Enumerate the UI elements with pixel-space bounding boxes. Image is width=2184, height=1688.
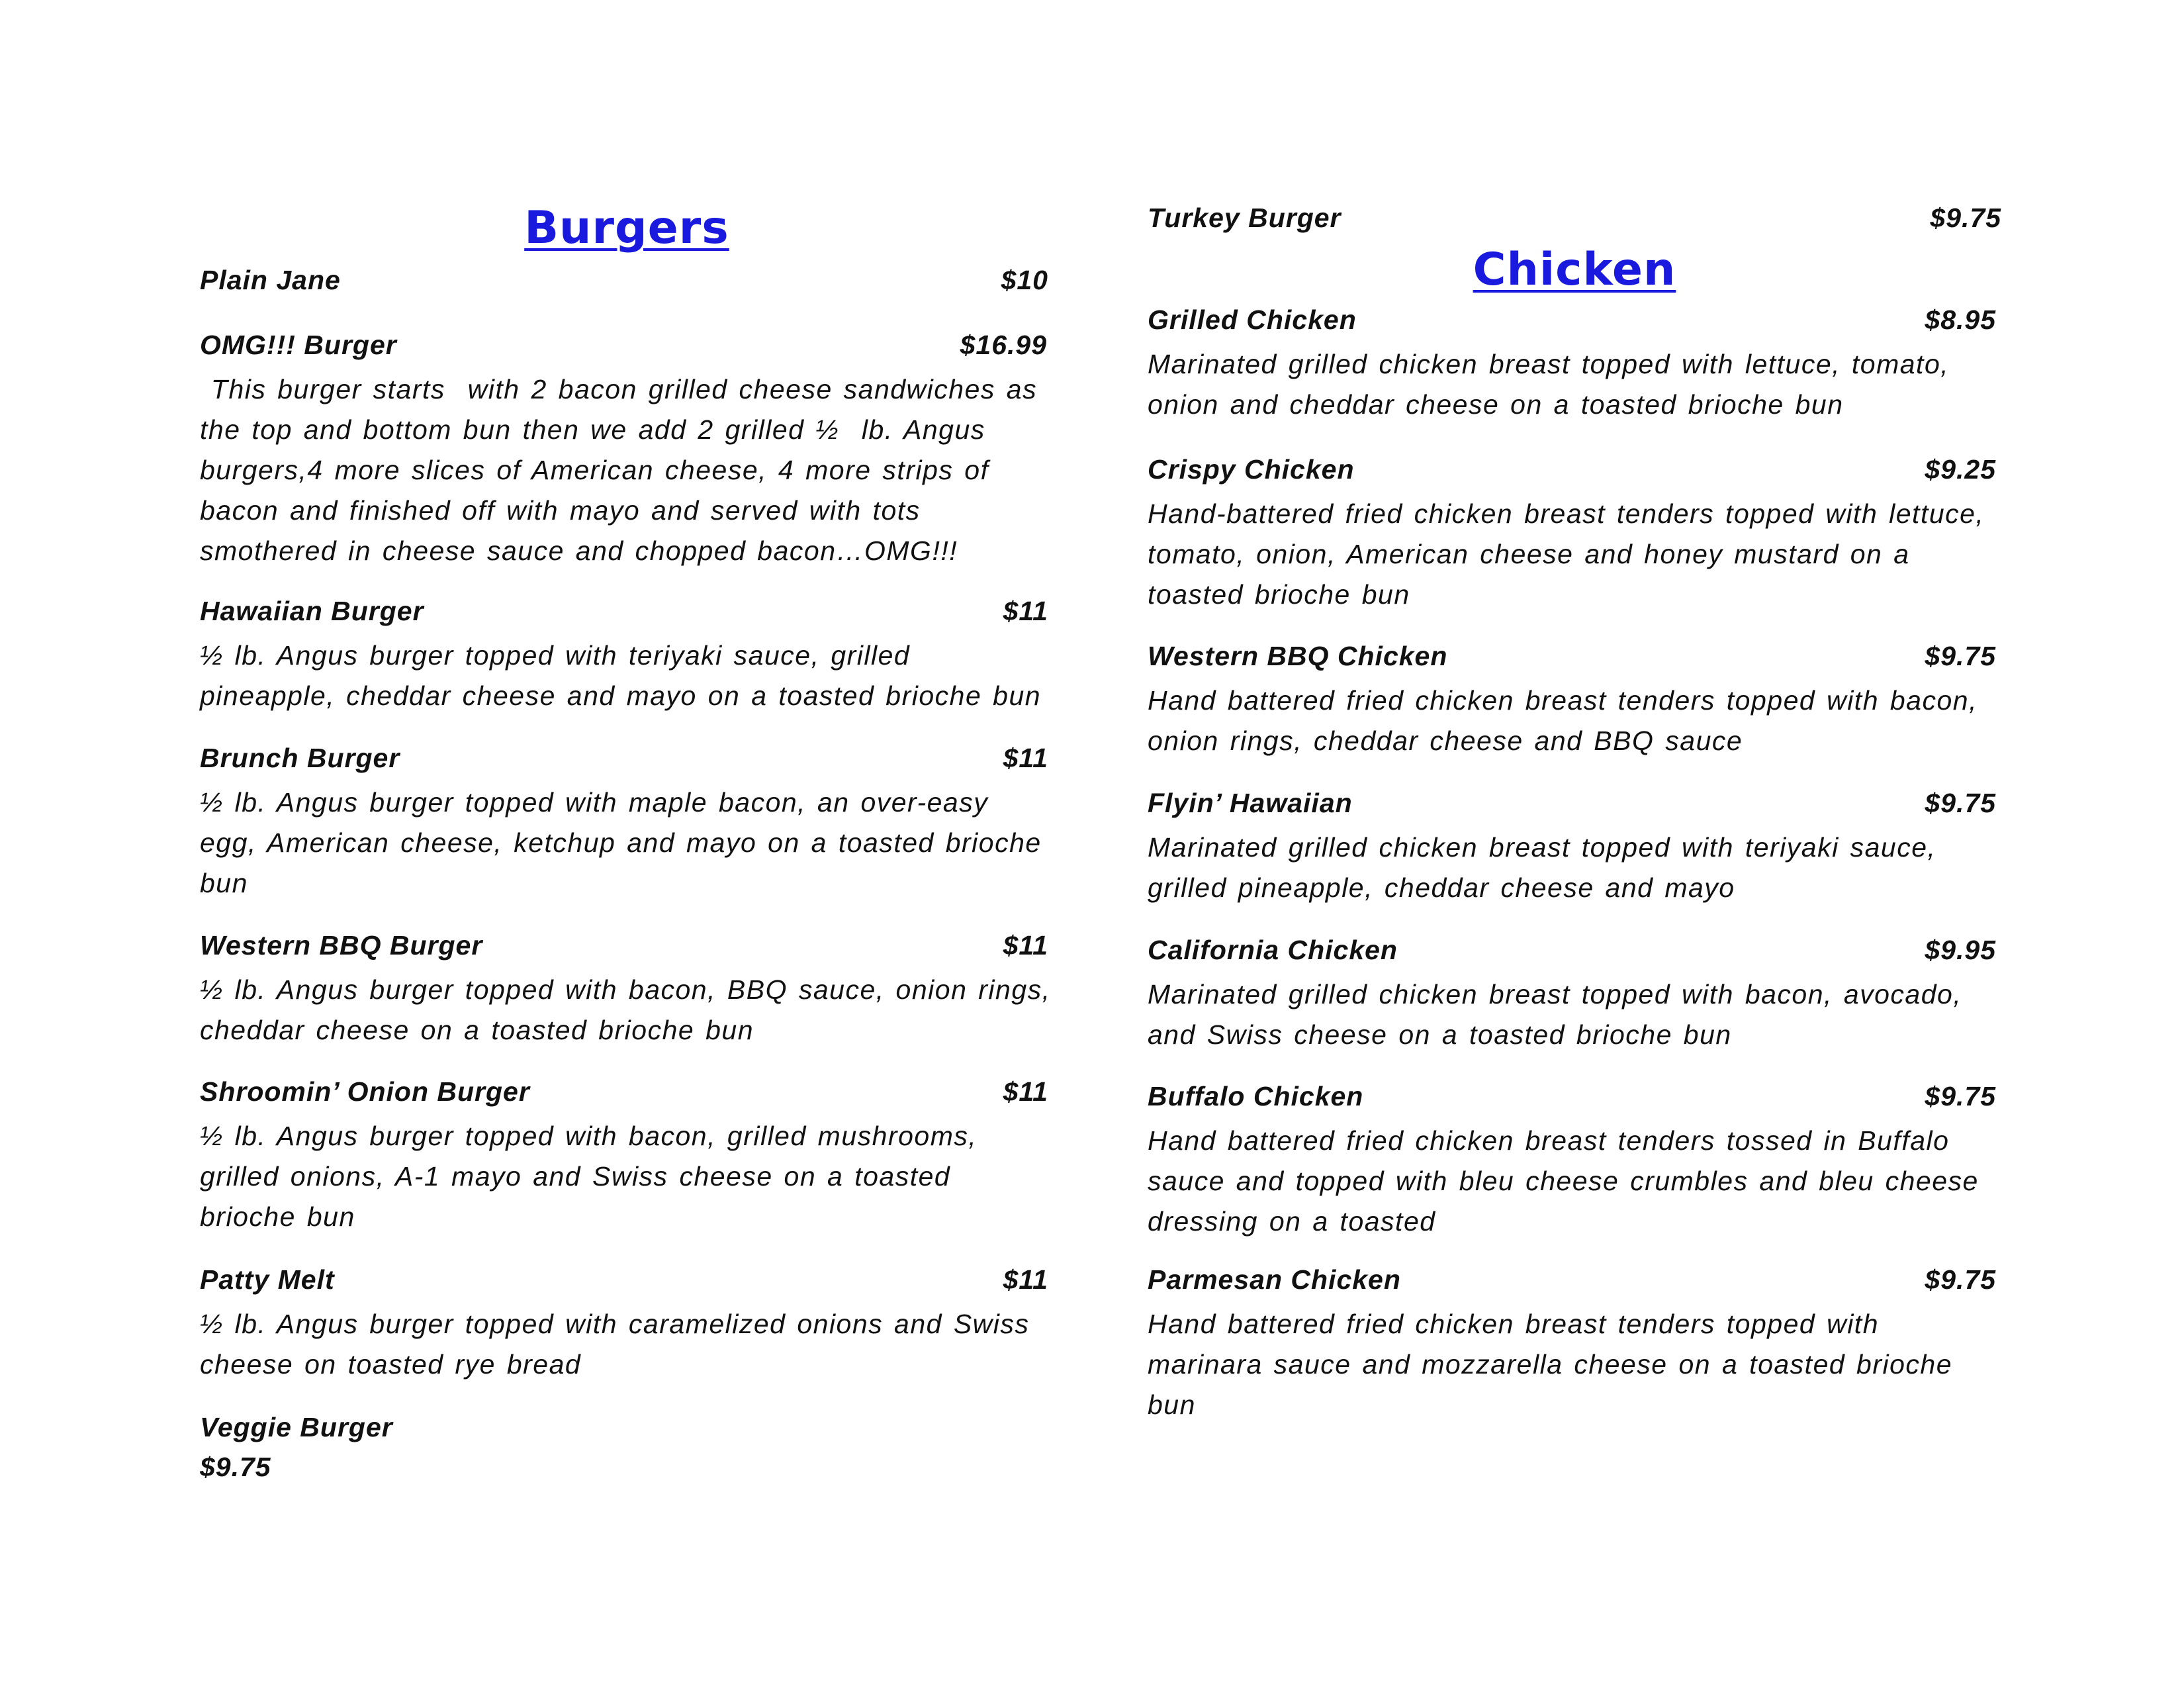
item-price: $9.75 (1925, 788, 1996, 818)
chicken-heading: Chicken (1473, 244, 1676, 296)
menu-item-flyin-hawaiian (1148, 788, 2001, 908)
item-price: $11 (1003, 743, 1048, 773)
item-name: Shroomin’ Onion Burger (200, 1076, 530, 1107)
item-name: Plain Jane (200, 265, 341, 295)
item-name: Buffalo Chicken (1148, 1081, 1364, 1111)
menu-item-shroomin-onion-burger (200, 1076, 1054, 1237)
item-description: Hand-battered fried chicken breast tenders topped with lettuce, tomato, onion, American cheese and honey mustard on a toasted brioche bun (1148, 498, 1985, 610)
item-price: $9.75 (1925, 1264, 1996, 1295)
item-price: $9.75 (200, 1452, 271, 1482)
item-price: $11 (1003, 596, 1048, 626)
item-name: Parmesan Chicken (1148, 1264, 1401, 1295)
item-name: Western BBQ Chicken (1148, 641, 1448, 671)
item-name: OMG!!! Burger (200, 330, 397, 360)
menu-item-turkey-burger (1148, 203, 2001, 240)
item-price: $9.75 (1925, 641, 1996, 671)
item-description: Marinated grilled chicken breast topped with teriyaki sauce, grilled pineapple, cheddar cheese and mayo (1148, 832, 1936, 903)
item-description: ½ lb. Angus burger topped with maple bacon, an over-easy egg, American cheese, ketchup and mayo on a toasted brioche bun (200, 787, 1042, 898)
item-description: Hand battered fried chicken breast tenders topped with bacon, onion rings, cheddar cheese and BBQ sauce (1148, 685, 1978, 756)
item-price: $11 (1003, 1264, 1048, 1295)
item-price: $11 (1003, 930, 1048, 961)
menu-item-omg-burger (200, 330, 1054, 571)
menu-item-plain-jane (200, 265, 1054, 302)
item-description: Hand battered fried chicken breast tenders topped with marinara sauce and mozzarella cheese on a toasted brioche bun (1148, 1309, 1953, 1420)
item-price: $11 (1003, 1076, 1048, 1107)
item-description: ½ lb. Angus burger topped with bacon, BBQ sauce, onion rings, cheddar cheese on a toasted brioche bun (200, 974, 1051, 1045)
item-name: Western BBQ Burger (200, 930, 483, 961)
menu-item-grilled-chicken (1148, 305, 2001, 425)
item-name: Turkey Burger (1148, 203, 1342, 233)
menu-item-western-bbq-burger (200, 930, 1054, 1051)
item-name: Flyin’ Hawaiian (1148, 788, 1353, 818)
item-description: Marinated grilled chicken breast topped with lettuce, tomato, onion and cheddar cheese on a toasted brioche bun (1148, 349, 1950, 420)
item-price: $9.25 (1925, 454, 1996, 485)
item-description: ½ lb. Angus burger topped with teriyaki sauce, grilled pineapple, cheddar cheese and mayo on a toasted brioche bun (200, 640, 1042, 711)
item-description: Marinated grilled chicken breast topped with bacon, avocado, and Swiss cheese on a toasted brioche bun (1148, 979, 1962, 1050)
menu-item-brunch-burger (200, 743, 1054, 904)
item-price: $9.75 (1925, 1081, 1996, 1111)
item-description: ½ lb. Angus burger topped with caramelized onions and Swiss cheese on toasted rye bread (200, 1309, 1030, 1380)
burgers-heading: Burgers (524, 202, 729, 254)
menu-item-hawaiian-burger (200, 596, 1054, 716)
item-price: $8.95 (1925, 305, 1996, 335)
menu-item-veggie-burger (200, 1412, 1054, 1482)
item-description: This burger starts with 2 bacon grilled cheese sandwiches as the top and bottom bun then we add 2 grilled ½ lb. Angus burgers,4 more slices of American cheese, 4 more strips of bacon and finished off with mayo and served with tots smothered in cheese sauce and chopped bacon…OMG!!! (200, 374, 1048, 566)
item-description: ½ lb. Angus burger topped with bacon, grilled mushrooms, grilled onions, A-1 mayo and Swiss cheese on a toasted brioche bun (200, 1121, 978, 1232)
menu-item-california-chicken (1148, 935, 2001, 1055)
item-description: Hand battered fried chicken breast tenders tossed in Buffalo sauce and topped with bleu cheese crumbles and bleu cheese dressing on a toasted (1148, 1125, 1979, 1237)
menu-item-crispy-chicken (1148, 454, 2001, 615)
item-price: $10 (1001, 265, 1048, 295)
item-name: Veggie Burger (200, 1412, 393, 1442)
item-name: California Chicken (1148, 935, 1398, 965)
menu-item-western-bbq-chicken (1148, 641, 2001, 761)
menu-item-patty-melt (200, 1264, 1054, 1385)
item-name: Hawaiian Burger (200, 596, 424, 626)
item-price: $16.99 (960, 330, 1047, 360)
item-name: Grilled Chicken (1148, 305, 1357, 335)
menu-item-buffalo-chicken (1148, 1081, 2001, 1242)
item-price: $9.95 (1925, 935, 1996, 965)
item-name: Crispy Chicken (1148, 454, 1355, 485)
item-name: Patty Melt (200, 1264, 335, 1295)
menu-item-parmesan-chicken (1148, 1264, 2001, 1425)
item-name: Brunch Burger (200, 743, 400, 773)
item-price: $9.75 (1930, 203, 2001, 233)
